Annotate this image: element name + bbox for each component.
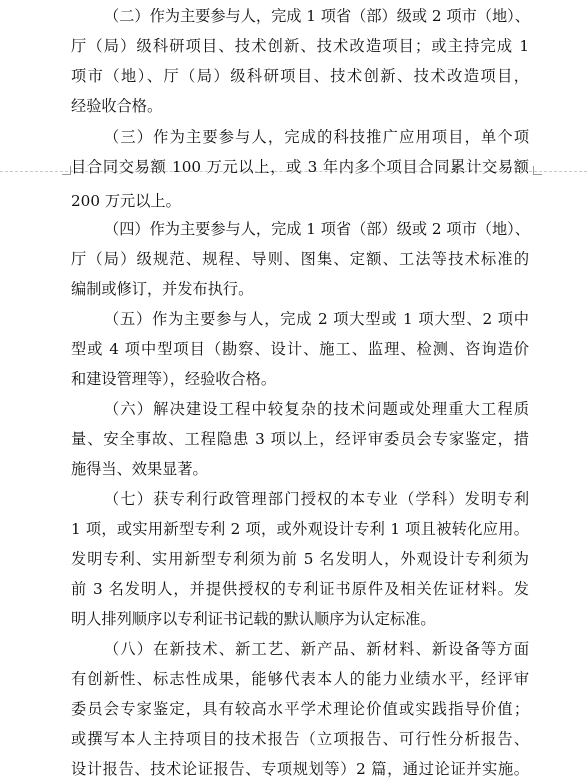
page-corner-mark-left — [62, 166, 71, 175]
paragraph-3-line-1: （三）作为主要参与人，完成的科技推广应用项目，单个项 — [104, 128, 529, 146]
paragraph-8-line-4: 或撰写本人主持项目的技术报告（立项报告、可行性分析报告、 — [71, 730, 529, 748]
paragraph-7-line-2: 1 项，或实用新型专利 2 项，或外观设计专利 1 项且被转化应用。 — [71, 520, 529, 538]
paragraph-4-line-3: 编制或修订，并发布执行。 — [71, 280, 254, 298]
paragraph-7-line-4: 前 3 名发明人，并提供授权的专利证书原件及相关佐证材料。发 — [71, 580, 529, 598]
paragraph-2-line-3: 项市（地）、厅（局）级科研项目、技术创新、技术改造项目， — [71, 67, 529, 85]
paragraph-5-line-1: （五）作为主要参与人，完成 2 项大型或 1 项大型、2 项中 — [104, 310, 529, 328]
paragraph-6-line-3: 施得当、效果显著。 — [71, 460, 208, 478]
paragraph-5-line-2: 型或 4 项中型项目（勘察、设计、施工、监理、检测、咨询造价 — [71, 340, 529, 358]
paragraph-8-line-2: 有创新性、标志性成果，能够代表本人的能力业绩水平，经评审 — [71, 670, 529, 688]
paragraph-8-line-1: （八）在新技术、新工艺、新产品、新材料、新设备等方面 — [104, 640, 529, 658]
paragraph-8-line-3: 委员会专家鉴定，具有较高水平学术理论价值或实践指导价值； — [71, 700, 529, 718]
paragraph-6-line-1: （六）解决建设工程中较复杂的技术问题或处理重大工程质 — [104, 400, 529, 418]
paragraph-2-line-1: （二）作为主要参与人，完成 1 项省（部）级或 2 项市（地）、 — [104, 7, 530, 25]
paragraph-2-line-2: 厅（局）级科研项目、技术创新、技术改造项目；或主持完成 1 — [71, 37, 529, 55]
paragraph-4-line-2: 厅（局）级规范、规程、导则、图集、定额、工法等技术标准的 — [71, 250, 529, 268]
paragraph-7-line-1: （七）获专利行政管理部门授权的本专业（学科）发明专利 — [104, 490, 529, 508]
paragraph-4-line-1: （四）作为主要参与人，完成 1 项省（部）级或 2 项市（地）、 — [104, 220, 530, 238]
paragraph-7-line-3: 发明专利、实用新型专利须为前 5 名发明人，外观设计专利须为 — [71, 550, 529, 568]
paragraph-3-line-3: 200 万元以上。 — [71, 192, 181, 210]
paragraph-3-line-2: 目合同交易额 100 万元以上，或 3 年内多个项目合同累计交易额 — [71, 158, 529, 176]
paragraph-7-line-5: 明人排列顺序以专利证书记载的默认顺序为认定标准。 — [71, 610, 436, 628]
paragraph-5-line-3: 和建设管理等），经验收合格。 — [71, 370, 277, 388]
paragraph-8-line-5: 设计报告、技术论证报告、专项规划等）2 篇，通过论证并实施。 — [71, 760, 529, 778]
paragraph-6-line-2: 量、安全事故、工程隐患 3 项以上，经评审委员会专家鉴定，措 — [71, 430, 529, 448]
page-corner-mark-right — [533, 166, 542, 175]
paragraph-2-line-4: 经验收合格。 — [71, 97, 163, 115]
